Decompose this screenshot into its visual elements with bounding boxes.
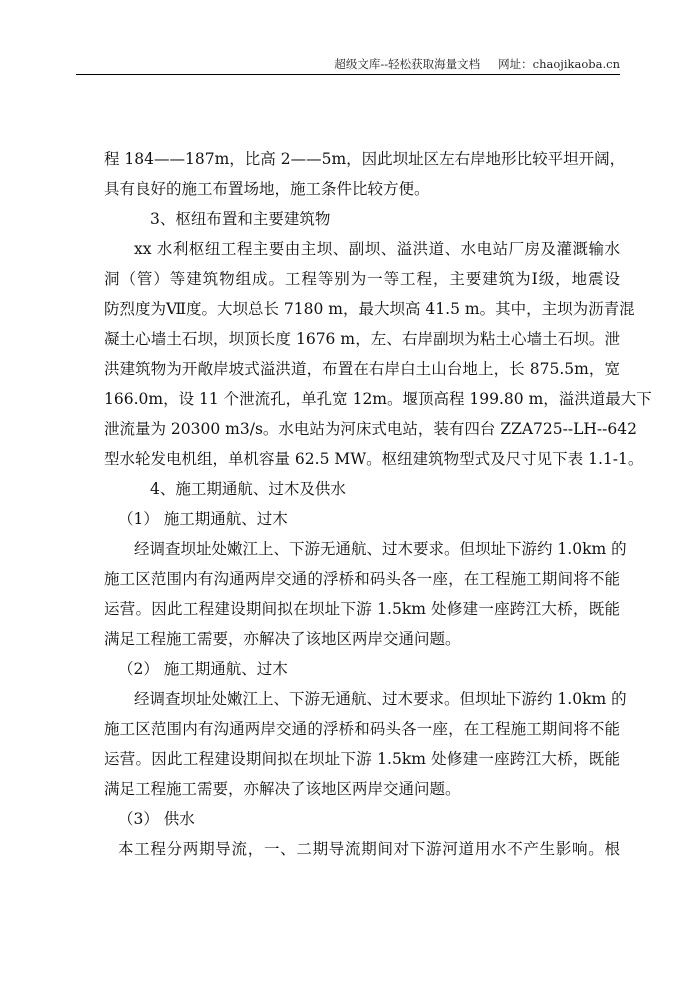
paragraph-line: 程 184——187m，比高 2——5m，因此坝址区左右岸地形比较平坦开阔， (104, 150, 626, 168)
paragraph-line: 洪建筑物为开敞岸坡式溢洪道，布置在右岸白土山台地上，长 875.5m，宽 (104, 360, 620, 378)
section-heading: 4、施工期通航、过木及供水 (150, 480, 346, 498)
paragraph-line: 具有良好的施工布置场地，施工条件比较方便。 (104, 180, 430, 198)
paragraph-line: 洞（管）等建筑物组成。工程等别为一等工程，主要建筑为Ⅰ级，地震设 (104, 270, 620, 288)
paragraph-line: 166.0m，设 11 个泄流孔，单孔宽 12m。堰顶高程 199.80 m，溢洪道最大下 (104, 390, 652, 408)
paragraph-line: 满足工程施工需要，亦解决了该地区两岸交通问题。 (104, 630, 461, 648)
site-name: 超级文库--轻松获取海量文档 (334, 57, 481, 71)
paragraph-line: 防烈度为Ⅶ度。大坝总长 7180 m，最大坝高 41.5 m。其中，主坝为沥青混 (104, 300, 635, 318)
paragraph-line: 运营。因此工程建设期间拟在坝址下游 1.5km 处修建一座跨江大桥，既能 (104, 600, 620, 618)
paragraph-line: xx 水利枢纽工程主要由主坝、副坝、溢洪道、水电站厂房及灌溉输水 (134, 240, 620, 258)
paragraph-line: 泄流量为 20300 m3/s。水电站为河床式电站，装有四台 ZZA725--LH--642 (104, 420, 637, 438)
paragraph-line: 施工区范围内有沟通两岸交通的浮桥和码头各一座，在工程施工期间将不能 (104, 720, 620, 738)
paragraph-line: 经调查坝址处嫩江上、下游无通航、过木要求。但坝址下游约 1.0km 的 (134, 540, 627, 558)
document-body (104, 144, 652, 864)
paragraph-line: 经调查坝址处嫩江上、下游无通航、过木要求。但坝址下游约 1.0km 的 (134, 690, 627, 708)
paragraph-line: 运营。因此工程建设期间拟在坝址下游 1.5km 处修建一座跨江大桥，既能 (104, 750, 620, 768)
subsection-heading: （3） 供水 (118, 810, 195, 828)
paragraph-line: 满足工程施工需要，亦解决了该地区两岸交通问题。 (104, 780, 461, 798)
url-label: 网址： (498, 57, 533, 71)
subsection-heading: （2） 施工期通航、过木 (118, 660, 288, 678)
site-url: chaojikaoba.cn (532, 57, 620, 71)
header-text (334, 56, 620, 72)
paragraph-line: 凝土心墙土石坝，坝顶长度 1676 m，左、右岸副坝为粘土心墙土石坝。泄 (104, 330, 620, 348)
section-heading: 3、枢纽布置和主要建筑物 (150, 210, 331, 228)
page-header (76, 52, 620, 75)
paragraph-line: 本工程分两期导流，一、二期导流期间对下游河道用水不产生影响。根 (118, 840, 620, 858)
paragraph-line: 型水轮发电机组，单机容量 62.5 MW。枢纽建筑物型式及尺寸见下表 1.1-1。 (104, 450, 644, 468)
paragraph-line: 施工区范围内有沟通两岸交通的浮桥和码头各一座，在工程施工期间将不能 (104, 570, 620, 588)
subsection-heading: （1） 施工期通航、过木 (118, 510, 288, 528)
